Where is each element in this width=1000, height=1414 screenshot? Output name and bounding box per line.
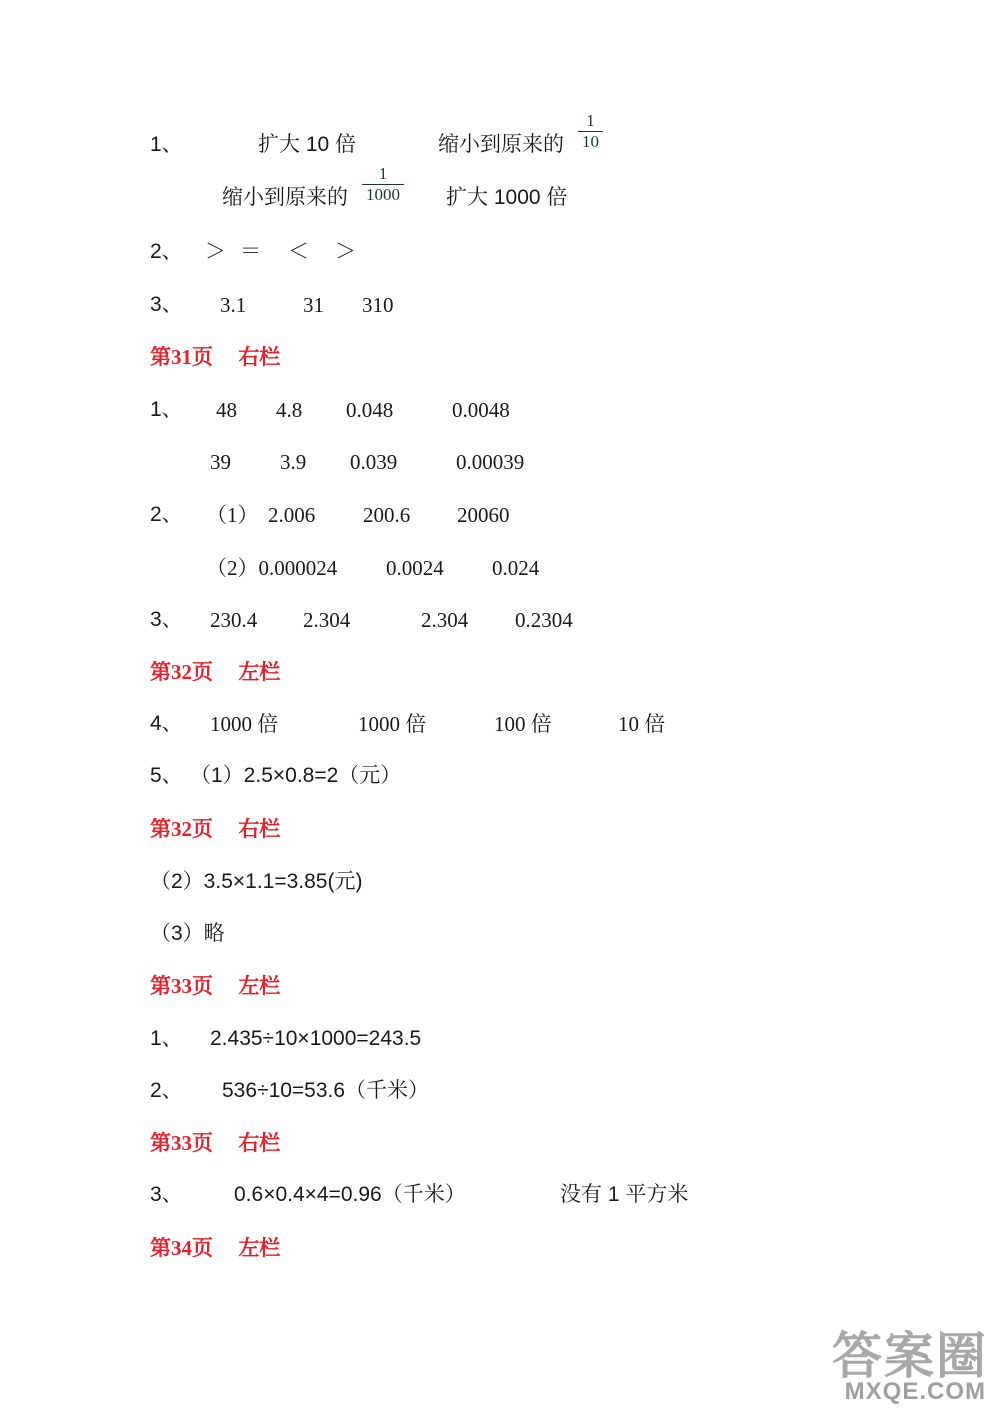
item-number: 1、 — [150, 1027, 183, 1050]
heading-page-number: 32 — [171, 660, 192, 684]
heading-suffix: 页 — [192, 344, 213, 369]
answer-text: 48 — [216, 398, 237, 422]
item-number: 2、 — [150, 1079, 183, 1102]
heading-column: 左栏 — [238, 659, 281, 684]
section-heading — [150, 1228, 280, 1268]
answer-text: 2.304 — [303, 608, 351, 632]
heading-prefix: 第 — [150, 816, 171, 841]
heading-column: 右栏 — [238, 344, 281, 369]
heading-prefix: 第 — [150, 1235, 171, 1260]
heading-suffix: 页 — [192, 1130, 213, 1155]
fraction-denominator: 10 — [582, 132, 599, 151]
heading-page-number: 33 — [171, 974, 192, 998]
fraction — [580, 111, 601, 152]
heading-prefix: 第 — [150, 344, 171, 369]
answer-text: 3.1 — [220, 293, 247, 317]
item-number: 3、 — [150, 608, 183, 631]
answer-text: 扩大 1000 倍 — [446, 186, 568, 209]
heading-page-number: 31 — [171, 345, 192, 369]
section-heading — [150, 809, 280, 849]
heading-prefix: 第 — [150, 1130, 171, 1155]
answer-text: ＜ — [288, 240, 309, 263]
answer-text: 3.9 — [280, 450, 307, 474]
answer-text: 缩小到原来的 — [438, 133, 564, 156]
item-number: 1、 — [150, 398, 183, 421]
answer-text: 39 — [210, 450, 231, 474]
watermark-title: 答案圈 — [832, 1328, 988, 1384]
answer-text: 310 — [362, 293, 394, 317]
fraction — [364, 164, 402, 205]
heading-column: 右栏 — [238, 1130, 281, 1155]
answer-text: 10 倍 — [618, 712, 666, 736]
answer-text: 1000 倍 — [358, 712, 427, 736]
answer-text: 0.2304 — [515, 608, 573, 632]
answer-text: 200.6 — [363, 503, 411, 527]
section-heading — [150, 337, 280, 377]
answer-text: （3）略 — [150, 922, 225, 945]
heading-prefix: 第 — [150, 659, 171, 684]
fraction-numerator: 1 — [378, 164, 388, 183]
answer-text: 2.304 — [421, 608, 469, 632]
answer-text: 扩大 10 倍 — [258, 133, 357, 156]
answer-text: 100 倍 — [494, 712, 552, 736]
answer-text: 4.8 — [276, 398, 303, 422]
item-number: 3、 — [150, 293, 183, 316]
heading-page-number: 33 — [171, 1131, 192, 1155]
answer-text: 缩小到原来的 — [222, 186, 348, 209]
answer-text: ＞ — [205, 240, 226, 263]
answer-text: 0.048 — [346, 398, 394, 422]
section-heading — [150, 652, 280, 692]
answer-text: 230.4 — [210, 608, 258, 632]
heading-page-number: 32 — [171, 817, 192, 841]
answer-text: 0.6×0.4×4=0.96（千米） — [234, 1183, 466, 1206]
watermark-domain: MXQE.COM — [844, 1378, 986, 1405]
heading-page-number: 34 — [171, 1236, 192, 1260]
item-number: 2、 — [150, 240, 183, 263]
answer-text: 2.435÷10×1000=243.5 — [210, 1027, 422, 1050]
item-number: 3、 — [150, 1183, 183, 1206]
answer-text: ＝ — [240, 240, 261, 263]
answer-text: 0.0024 — [386, 556, 444, 580]
watermark-logo — [812, 1316, 992, 1406]
answer-text: （1）2.5×0.8=2（元） — [190, 764, 402, 787]
answer-text: 0.00039 — [456, 450, 525, 474]
fraction-numerator: 1 — [586, 111, 595, 130]
answer-text: 20060 — [457, 503, 510, 527]
answer-text: 0.024 — [492, 556, 540, 580]
answer-text: 0.0048 — [452, 398, 510, 422]
fraction-denominator: 1000 — [366, 185, 400, 204]
answer-text: （2）3.5×1.1=3.85(元) — [150, 870, 363, 893]
answer-text: （2）0.000024 — [206, 556, 338, 580]
answer-text: 2.006 — [268, 503, 316, 527]
heading-suffix: 页 — [192, 659, 213, 684]
answer-text: 1000 倍 — [210, 712, 279, 736]
heading-suffix: 页 — [192, 973, 213, 998]
item-number: 5、 — [150, 764, 183, 787]
heading-column: 右栏 — [238, 816, 281, 841]
answer-text: ＞ — [335, 240, 356, 263]
section-heading — [150, 1123, 280, 1163]
section-heading — [150, 966, 280, 1006]
heading-prefix: 第 — [150, 973, 171, 998]
heading-suffix: 页 — [192, 1235, 213, 1260]
item-number: 4、 — [150, 712, 183, 735]
heading-suffix: 页 — [192, 816, 213, 841]
answer-text: （1） — [206, 503, 259, 527]
answer-text: 536÷10=53.6（千米） — [222, 1079, 430, 1102]
item-number: 2、 — [150, 503, 183, 526]
item-number: 1、 — [150, 133, 183, 156]
answer-text: 31 — [303, 293, 324, 317]
heading-column: 左栏 — [238, 1235, 281, 1260]
heading-column: 左栏 — [238, 973, 281, 998]
answer-text: 0.039 — [350, 450, 398, 474]
answer-text: 没有 1 平方米 — [560, 1183, 689, 1206]
